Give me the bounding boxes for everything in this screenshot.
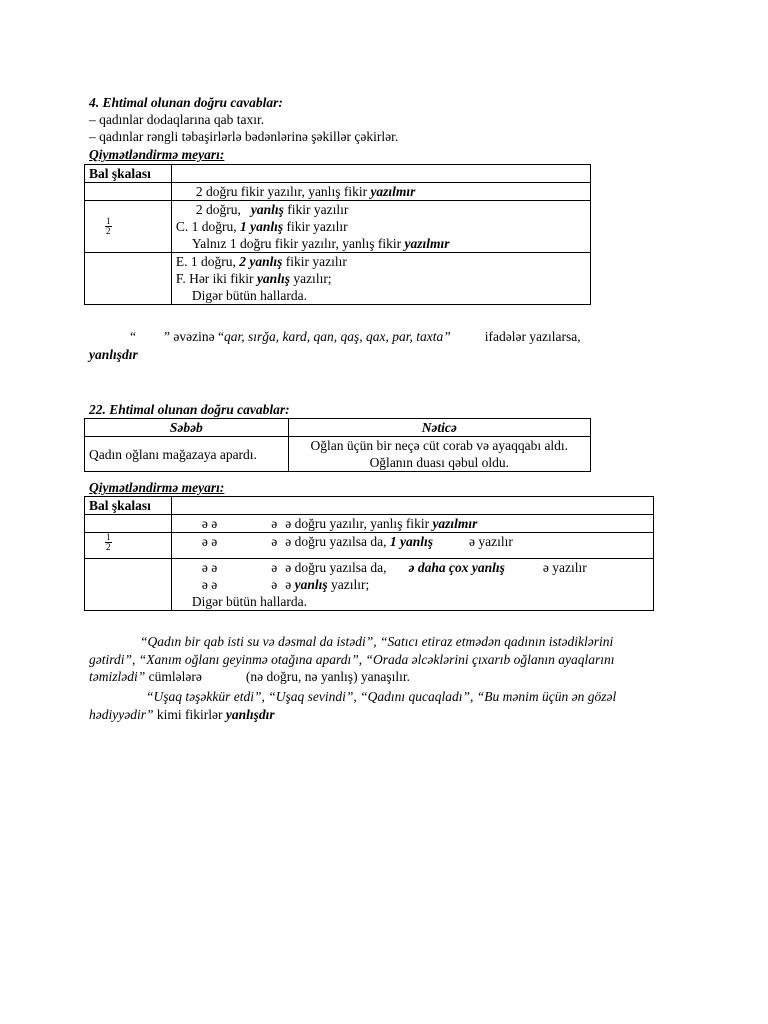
q4-table-row-2	[85, 201, 591, 253]
q22-criteria-row-1	[85, 515, 654, 533]
q4-criteria-table	[84, 164, 591, 305]
q4-row3-score	[85, 253, 172, 305]
q22-para1-line2: gətirdi”, “Xanım oğlanı geyinmə otağına apardı”, “Orada əlcəklərini çıxarıb oğlanın ayaqlarını	[89, 652, 615, 667]
q22-para1-line3	[89, 668, 410, 685]
q4-row2-score	[85, 201, 172, 253]
q4-row3-text	[171, 253, 590, 305]
q4-row2-text	[171, 201, 590, 253]
q22-row3-line1-mid: ə doğru yazılsa da,	[285, 560, 387, 575]
q22-criteria-title: Qiymətləndirmə meyarı:	[89, 480, 225, 495]
q22-row3-line1-emph: ə daha çox yanlış	[408, 560, 505, 575]
q22-para2-line1: “Uşaq təşəkkür etdi”, “Uşaq sevindi”, “Qadını qucaqladı”, “Bu mənim üçün ən gözəl	[146, 689, 617, 704]
q22-row3-line2-emph: yanlış	[294, 577, 328, 592]
q22-para2-mid: kimi fikirlər	[153, 707, 226, 722]
q22-row3-line1	[202, 559, 649, 576]
q22-criteria-header-empty	[171, 497, 653, 515]
q4-row3-line2-pre: F. Hər iki fikir	[175, 271, 257, 286]
q4-row2-line1-emph: yanlış	[250, 202, 284, 217]
q4-row3-line3: Digər bütün hallarda.	[191, 288, 307, 303]
q4-row2-line1	[176, 201, 586, 218]
q4-answer-2: – qadınlar rəngli təbaşirlərlə bədənlərinə şəkillər çəkirlər.	[89, 129, 399, 144]
q22-row2-emph: 1 yanlış	[389, 534, 433, 549]
q4-heading: 4. Ehtimal olunan doğru cavablar:	[89, 95, 283, 110]
q22-row1-mid: ə doğru yazılır, yanlış fikir	[285, 516, 433, 531]
q4-row2-line3-pre: Yalnız 1 doğru fikir yazılır, yanlış fikir	[191, 236, 405, 251]
q4-row2-line2-post: fikir yazılır	[283, 219, 348, 234]
q4-row2-line2-pre: C. 1 doğru,	[175, 219, 241, 234]
q4-note-open-quote: “	[130, 329, 136, 344]
q22-row2-sym3: ə yazılır	[469, 534, 513, 549]
q4-table-row-1	[85, 183, 591, 201]
q4-row2-line1-pre: 2 doğru,	[195, 202, 241, 217]
q22-row1-emph: yazılmır	[432, 516, 478, 531]
q22-row3-line2-sym2: ə	[271, 577, 278, 592]
q4-note-emph: yanlışdır	[89, 347, 138, 362]
q4-note-line1	[130, 328, 581, 345]
q4-row3-line2-post: yazılır;	[289, 271, 332, 286]
q22-criteria-row-3	[85, 559, 654, 611]
q22-row3-line1-sym2: ə	[271, 560, 278, 575]
q4-row2-line2	[176, 218, 586, 235]
q22-para1-line1: “Qadın bir qab isti su və dəsmal da istədi”, “Satıcı etiraz etmədən qadının istədiklərini	[140, 634, 614, 649]
q22-row3-text	[171, 559, 653, 611]
fraction-numerator: 1	[106, 532, 111, 543]
q22-result-line1: Oğlan üçün bir neçə cüt corab və ayaqqabı aldı.	[310, 438, 569, 453]
one-half-fraction	[105, 217, 112, 236]
fraction-numerator: 1	[106, 216, 111, 227]
q22-row3-line1-tail: ə yazılır	[542, 560, 587, 575]
q4-table-header: Bal şkalası	[85, 165, 172, 183]
q22-para2-line2	[89, 706, 275, 723]
q4-row3-line2	[176, 270, 586, 287]
q22-row3-line2-mid: ə	[285, 577, 295, 592]
q22-row2-mid: ə doğru yazılsa da,	[285, 534, 390, 549]
q22-criteria-row-2	[85, 533, 654, 559]
q22-answer-header-row	[85, 419, 591, 437]
q4-row2-line2-emph: 1 yanlış	[240, 219, 284, 234]
one-half-fraction	[105, 533, 112, 552]
q4-note-list: qar, sırğa, kard, qan, qaş, qax, par, taxta”	[223, 329, 451, 344]
q22-row3-line2-post: yazılır;	[327, 577, 370, 592]
q4-row3-line2-emph: yanlış	[256, 271, 290, 286]
q22-para1-mid: cümlələrə	[145, 669, 202, 684]
q4-row1-pre: 2 doğru fikir yazılır, yanlış fikir	[195, 184, 371, 199]
q22-row3-line3: Digər bütün hallarda.	[191, 594, 307, 609]
q22-row1-score	[85, 515, 172, 533]
q4-row2-line3-emph: yazılmır	[404, 236, 450, 251]
q4-row2-line3	[176, 235, 586, 252]
q22-para2-quotes2: hədiyyədir”	[89, 707, 154, 722]
q22-row2-sym: ə ə	[201, 534, 218, 549]
q4-row3-line1-post: fikir yazılır	[282, 254, 347, 269]
q22-row3-score	[85, 559, 172, 611]
q22-row1-sym: ə ə	[201, 516, 218, 531]
q22-result-cell	[288, 437, 590, 472]
q4-row3-line1	[176, 253, 586, 270]
q22-col-result-header: Nəticə	[288, 419, 590, 437]
q22-row2-text	[171, 533, 653, 559]
q4-note-close-quote: ” əvəzinə “	[164, 329, 224, 344]
q22-row3-line2-sym: ə ə	[201, 577, 218, 592]
q22-col-cause-header: Səbəb	[85, 419, 289, 437]
q4-note-tail: ifadələr yazılarsa,	[484, 329, 581, 344]
q22-criteria-header-row	[85, 497, 654, 515]
q22-criteria-table	[84, 496, 654, 611]
q4-row3-line1-emph: 2 yanlış	[239, 254, 283, 269]
q22-result-line2: Oğlanın duası qəbul oldu.	[369, 455, 510, 470]
q4-criteria-title: Qiymətləndirmə meyarı:	[89, 147, 225, 162]
q22-row3-line2	[202, 576, 649, 593]
q4-row3-line1-pre: E. 1 doğru,	[175, 254, 240, 269]
q22-row1-text	[171, 515, 653, 533]
q4-table-row-3	[85, 253, 591, 305]
q22-row3-line1-sym: ə ə	[201, 560, 218, 575]
q22-para1-tail: (nə doğru, nə yanlış) yanaşılır.	[245, 669, 411, 684]
q4-row1-score	[85, 183, 172, 201]
q22-row1-sym2: ə	[271, 516, 278, 531]
q22-para1-quotes3: təmizlədi”	[89, 669, 146, 684]
fraction-denominator: 2	[106, 226, 111, 237]
q22-cause-cell: Qadın oğlanı mağazaya apardı.	[85, 437, 289, 472]
q4-row1-text	[171, 183, 590, 201]
q22-answer-row	[85, 437, 591, 472]
q4-row2-line1-post: fikir yazılır	[283, 202, 349, 217]
q22-row2-score	[85, 533, 172, 559]
q22-heading: 22. Ehtimal olunan doğru cavablar:	[89, 402, 290, 417]
q4-table-header-empty	[171, 165, 590, 183]
q22-row2-sym2: ə	[271, 534, 278, 549]
q22-answer-table	[84, 418, 591, 472]
q22-para2-emph: yanlışdır	[225, 707, 275, 722]
q4-table-header-row	[85, 165, 591, 183]
q22-criteria-header: Bal şkalası	[85, 497, 172, 515]
q4-row1-emph: yazılmır	[370, 184, 416, 199]
q4-answer-1: – qadınlar dodaqlarına qab taxır.	[89, 112, 265, 127]
fraction-denominator: 2	[106, 542, 111, 553]
